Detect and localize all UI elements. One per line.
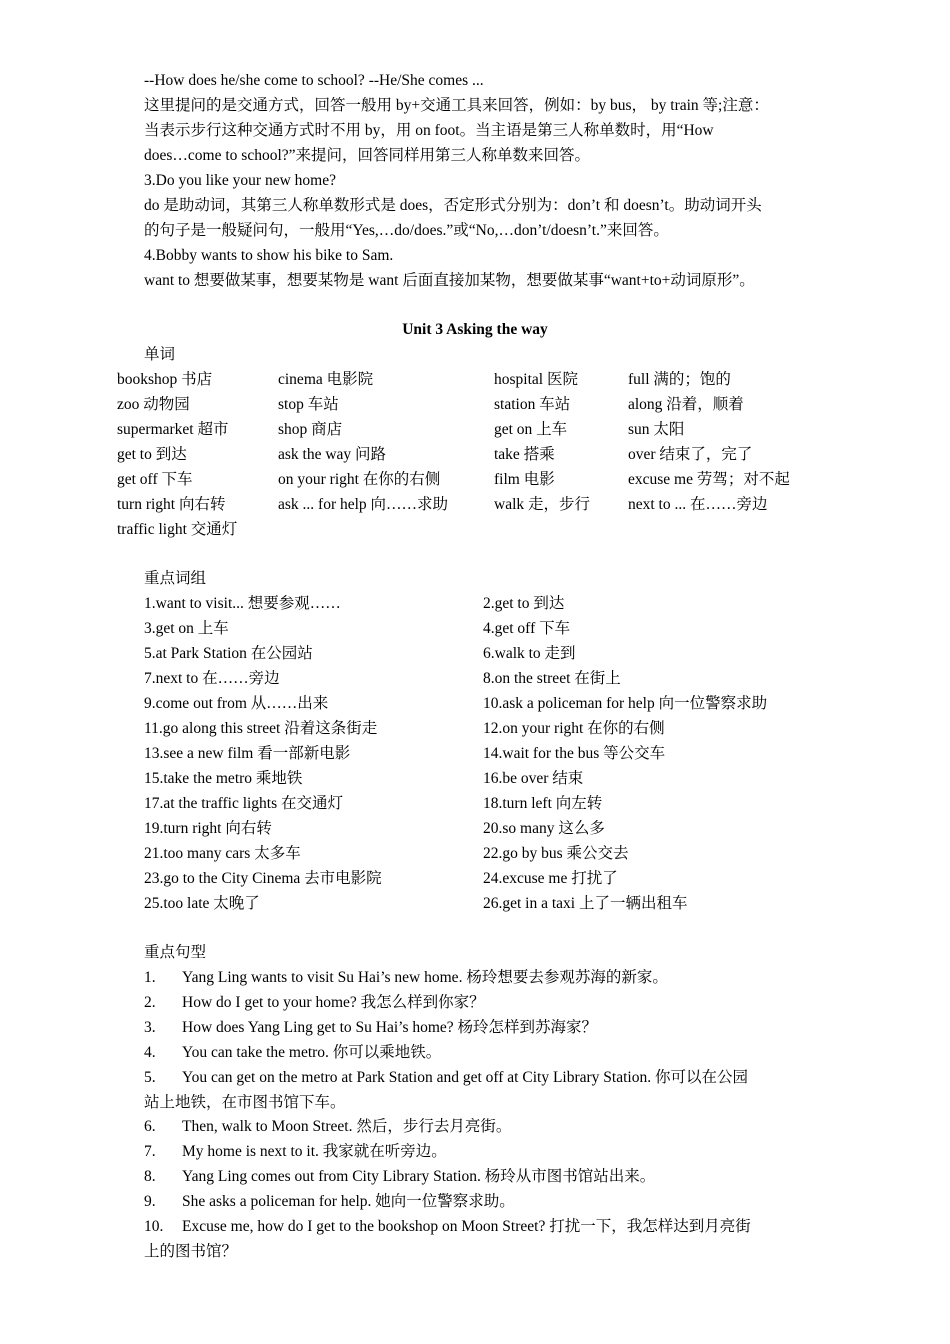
intro-line: does…come to school?”来提问，回答同样用第三人称单数来回答。	[144, 147, 591, 164]
vocab-item: get to 到达	[117, 446, 187, 463]
vocab-heading: 单词	[144, 346, 176, 363]
vocab-item: shop 商店	[278, 421, 343, 438]
sentence-number: 4.	[144, 1044, 156, 1061]
phrase-item: 7.next to 在……旁边	[144, 670, 280, 687]
vocab-item: get on 上车	[494, 421, 568, 438]
sentence-text: You can get on the metro at Park Station and get off at City Library Station. 你可以在公园	[182, 1069, 748, 1086]
sentence-text: Then, walk to Moon Street. 然后，步行去月亮街。	[182, 1118, 512, 1135]
sentence-number: 2.	[144, 994, 156, 1011]
phrase-item: 3.get on 上车	[144, 620, 229, 637]
intro-line: 4.Bobby wants to show his bike to Sam.	[144, 247, 394, 264]
phrase-item: 17.at the traffic lights 在交通灯	[144, 795, 344, 812]
sentence-text: How does Yang Ling get to Su Hai’s home? 杨玲怎样到苏海家？	[182, 1019, 598, 1036]
sentence-number: 8.	[144, 1168, 156, 1185]
sentence-text: Excuse me, how do I get to the bookshop on Moon Street? 打扰一下，我怎样达到月亮街	[182, 1218, 751, 1235]
intro-line: 的句子是一般疑问句，一般用“Yes,…do/does.”或“No,…don’t/doesn’t.”来回答。	[144, 222, 669, 239]
intro-line: do 是助动词，其第三人称单数形式是 does，否定形式分别为：don’t 和 doesn’t。助动词开头	[144, 197, 762, 214]
vocab-item: bookshop 书店	[117, 371, 213, 388]
phrase-item: 1.want to visit... 想要参观……	[144, 595, 341, 612]
sentence-text: Yang Ling comes out from City Library Station. 杨玲从市图书馆站出来。	[182, 1168, 656, 1185]
vocab-item: stop 车站	[278, 396, 339, 413]
phrase-item: 26.get in a taxi 上了一辆出租车	[483, 895, 688, 912]
intro-line: 3.Do you like your new home?	[144, 172, 336, 189]
phrase-item: 11.go along this street 沿着这条街走	[144, 720, 378, 737]
sentence-text: You can take the metro. 你可以乘地铁。	[182, 1044, 442, 1061]
phrase-item: 19.turn right 向右转	[144, 820, 272, 837]
phrase-item: 5.at Park Station 在公园站	[144, 645, 313, 662]
sentence-text: How do I get to your home? 我怎么样到你家？	[182, 994, 485, 1011]
vocab-item: along 沿着，顺着	[628, 396, 744, 413]
phrase-item: 23.go to the City Cinema 去市电影院	[144, 870, 382, 887]
phrase-item: 15.take the metro 乘地铁	[144, 770, 303, 787]
intro-line: --How does he/she come to school? --He/She comes ...	[144, 72, 484, 89]
vocab-item: zoo 动物园	[117, 396, 190, 413]
vocab-item: next to ... 在……旁边	[628, 496, 768, 513]
vocab-item: ask ... for help 向……求助	[278, 496, 449, 513]
sentences-heading: 重点句型	[144, 944, 207, 961]
vocab-item: take 搭乘	[494, 446, 555, 463]
phrase-item: 12.on your right 在你的右侧	[483, 720, 665, 737]
vocab-item: ask the way 问路	[278, 446, 387, 463]
sentence-text-continued: 上的图书馆？	[144, 1243, 238, 1260]
intro-line: 当表示步行这种交通方式时不用 by，用 on foot。当主语是第三人称单数时，用“How	[144, 122, 714, 139]
phrase-item: 13.see a new film 看一部新电影	[144, 745, 351, 762]
intro-line: want to 想要做某事，想要某物是 want 后面直接加某物，想要做某事“want+to+动词原形”。	[144, 272, 755, 289]
sentence-text-continued: 站上地铁，在市图书馆下车。	[144, 1094, 346, 1111]
vocab-item: hospital 医院	[494, 371, 578, 388]
vocab-item: traffic light 交通灯	[117, 521, 238, 538]
phrase-item: 9.come out from 从……出来	[144, 695, 329, 712]
sentence-text: Yang Ling wants to visit Su Hai’s new home. 杨玲想要去参观苏海的新家。	[182, 969, 668, 986]
vocab-item: over 结束了，完了	[628, 446, 753, 463]
vocab-item: walk 走，步行	[494, 496, 591, 513]
sentence-number: 9.	[144, 1193, 156, 1210]
unit-title: Unit 3 Asking the way	[402, 321, 548, 338]
phrase-item: 22.go by bus 乘公交去	[483, 845, 629, 862]
vocab-item: excuse me 劳驾；对不起	[628, 471, 790, 488]
sentence-number: 10.	[144, 1218, 164, 1235]
phrase-item: 20.so many 这么多	[483, 820, 605, 837]
sentence-number: 6.	[144, 1118, 156, 1135]
sentence-number: 7.	[144, 1143, 156, 1160]
phrase-item: 18.turn left 向左转	[483, 795, 603, 812]
phrase-item: 21.too many cars 太多车	[144, 845, 301, 862]
phrase-item: 24.excuse me 打扰了	[483, 870, 618, 887]
vocab-item: on your right 在你的右侧	[278, 471, 441, 488]
vocab-item: full 满的；饱的	[628, 371, 731, 388]
intro-line: 这里提问的是交通方式，回答一般用 by+交通工具来回答，例如：by bus， by train 等;注意：	[144, 97, 769, 114]
vocab-item: supermarket 超市	[117, 421, 229, 438]
phrase-item: 10.ask a policeman for help 向一位警察求助	[483, 695, 768, 712]
vocab-item: sun 太阳	[628, 421, 685, 438]
vocab-item: film 电影	[494, 471, 555, 488]
phrase-item: 14.wait for the bus 等公交车	[483, 745, 666, 762]
phrase-item: 4.get off 下车	[483, 620, 571, 637]
vocab-item: get off 下车	[117, 471, 193, 488]
phrase-item: 6.walk to 走到	[483, 645, 576, 662]
phrases-heading: 重点词组	[144, 570, 207, 587]
vocab-item: station 车站	[494, 396, 571, 413]
sentence-number: 5.	[144, 1069, 156, 1086]
phrase-item: 2.get to 到达	[483, 595, 565, 612]
vocab-item: turn right 向右转	[117, 496, 226, 513]
vocab-item: cinema 电影院	[278, 371, 374, 388]
phrase-item: 16.be over 结束	[483, 770, 584, 787]
sentence-text: She asks a policeman for help. 她向一位警察求助。	[182, 1193, 515, 1210]
sentence-text: My home is next to it. 我家就在听旁边。	[182, 1143, 447, 1160]
sentence-number: 1.	[144, 969, 156, 986]
sentence-number: 3.	[144, 1019, 156, 1036]
phrase-item: 8.on the street 在街上	[483, 670, 621, 687]
phrase-item: 25.too late 太晚了	[144, 895, 260, 912]
